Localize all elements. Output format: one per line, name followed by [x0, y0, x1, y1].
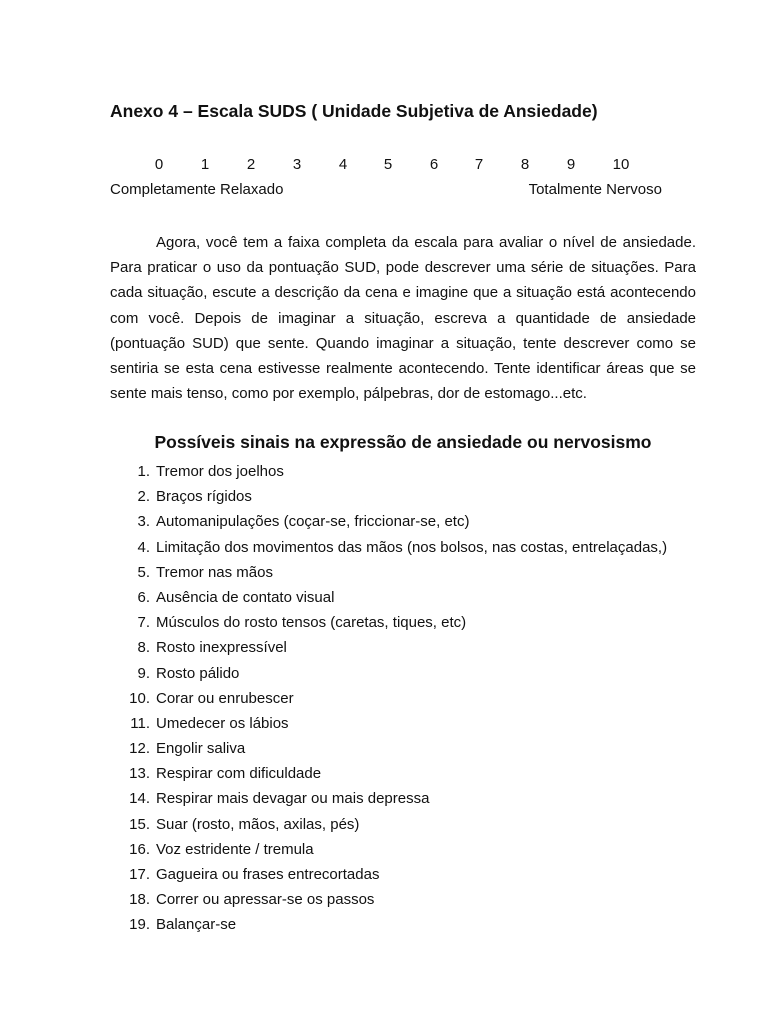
- list-item-text: Engolir saliva: [156, 740, 246, 758]
- scale-number: 1: [200, 156, 210, 173]
- scale-number: 5: [383, 156, 393, 173]
- list-item-number: 14.: [129, 790, 150, 808]
- list-item-number: 8.: [137, 639, 150, 657]
- list-item-number: 5.: [137, 563, 150, 581]
- scale-number: 9: [566, 156, 576, 173]
- list-item-number: 18.: [129, 891, 150, 909]
- scale-right-anchor: Totalmente Nervoso: [528, 181, 662, 198]
- list-item-number: 16.: [129, 840, 150, 858]
- list-item-text: Tremor nas mãos: [156, 563, 273, 581]
- scale-number: 4: [338, 156, 348, 173]
- list-item-number: 7.: [137, 614, 150, 632]
- list-item-number: 15.: [129, 815, 150, 833]
- suds-scale-numbers: [0, 156, 768, 176]
- scale-number: 10: [612, 156, 630, 173]
- list-item-text: Tremor dos joelhos: [156, 463, 284, 480]
- list-item-number: 3.: [137, 513, 150, 531]
- list-item-text: Braços rígidos: [156, 488, 252, 506]
- list-item-number: 2.: [137, 488, 150, 506]
- list-item-number: 17.: [129, 866, 150, 883]
- list-item-number: 6.: [137, 588, 150, 606]
- instructions-paragraph: Agora, você tem a faixa completa da escala para avaliar o nível de ansiedade. Para praticar o uso da pontuação SUD, pode descrever uma série de situações. Para cada situação, escute a descrição da cena e imagine que a situação está acontecendo com você. Depois de imaginar a situação, escreva a quantidade de ansiedade (pontuação SUD) que sente. Quando imaginar a situação, tente descrever como se sentiria se esta cena estivesse realmente acontecendo. Tente identificar áreas que se sente mais tenso, como por exemplo, pálpebras, dor de estomago...etc.: [110, 234, 696, 403]
- scale-number: 7: [474, 156, 484, 173]
- list-item-text: Umedecer os lábios: [156, 714, 289, 732]
- list-item-number: 1.: [137, 463, 150, 480]
- list-item-number: 10.: [129, 689, 150, 707]
- list-item-text: Suar (rosto, mãos, axilas, pés): [156, 815, 360, 833]
- document-title: Anexo 4 – Escala SUDS ( Unidade Subjetiva de Ansiedade): [110, 101, 598, 121]
- list-item-text: Rosto pálido: [156, 664, 240, 682]
- list-item-number: 12.: [129, 740, 150, 758]
- list-item-number: 4.: [137, 538, 150, 556]
- list-item-text: Respirar com dificuldade: [156, 765, 322, 783]
- list-item-text: Correr ou apressar-se os passos: [156, 891, 375, 909]
- scale-number: 8: [520, 156, 530, 173]
- list-item-text: Rosto inexpressível: [156, 639, 287, 657]
- list-item-text: Corar ou enrubescer: [156, 689, 294, 707]
- scale-number: 0: [154, 156, 164, 173]
- list-item-text: Respirar mais devagar ou mais depressa: [156, 790, 430, 808]
- list-item-text: Gagueira ou frases entrecortadas: [156, 866, 380, 883]
- list-item-number: 11.: [130, 714, 150, 732]
- list-item-text: Balançar-se: [156, 916, 237, 934]
- scale-number: 6: [429, 156, 439, 173]
- scale-number: 2: [246, 156, 256, 173]
- list-item-text: Músculos do rosto tensos (caretas, tiques, etc): [156, 614, 467, 632]
- list-item-number: 13.: [129, 765, 150, 783]
- list-item-number: 19.: [129, 916, 150, 934]
- scale-number: 3: [292, 156, 302, 173]
- scale-left-anchor: Completamente Relaxado: [110, 181, 284, 198]
- list-item-text: Voz estridente / tremula: [156, 840, 314, 858]
- list-item-number: 9.: [137, 664, 150, 682]
- list-item-text: Automanipulações (coçar-se, friccionar-se, etc): [156, 513, 470, 531]
- list-item-text: Ausência de contato visual: [156, 588, 335, 606]
- section-subtitle: Possíveis sinais na expressão de ansiedade ou nervosismo: [154, 432, 652, 452]
- list-item-text: Limitação dos movimentos das mãos (nos bolsos, nas costas, entrelaçadas,): [156, 538, 668, 556]
